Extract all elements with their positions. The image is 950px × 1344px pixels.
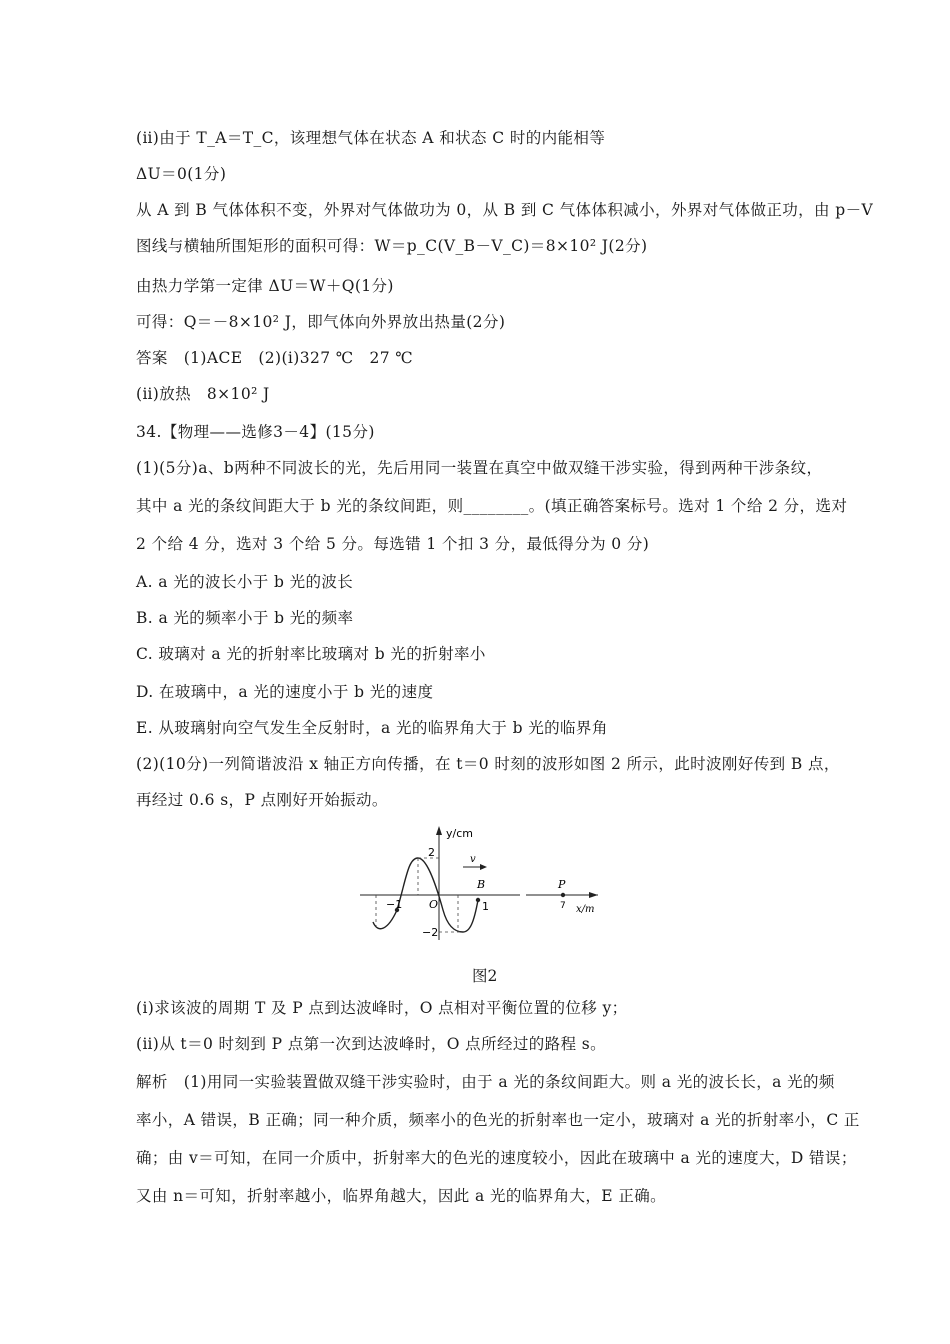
x-axis-arrow xyxy=(589,892,598,898)
text-line: (1)(5分)a、b两种不同波长的光，先后用同一装置在真空中做双缝干涉实验，得到两种干涉条纹， xyxy=(136,459,823,477)
point-b xyxy=(476,898,480,902)
text-line: 率小，A 错误，B 正确；同一种介质，频率小的色光的折射率也一定小，玻璃对 a 光的折射率小，C 正 xyxy=(136,1111,860,1129)
text-line: ΔU＝0(1分) xyxy=(136,165,227,183)
text-line: (2)(10分)一列简谐波沿 x 轴正方向传播，在 t＝0 时刻的波形如图 2 所示，此时波刚好传到 B 点， xyxy=(136,755,840,773)
origin-label: O xyxy=(429,898,439,911)
text-line: 再经过 0.6 s，P 点刚好开始振动。 xyxy=(136,791,388,809)
wave-figure xyxy=(360,822,610,947)
option-e: E. 从玻璃射向空气发生全反射时，a 光的临界角大于 b 光的临界角 xyxy=(136,719,608,737)
text-line: 2 个给 4 分，选对 3 个给 5 分。每选错 1 个扣 3 分，最低得分为 0 分) xyxy=(136,535,650,553)
text-line: 可得：Q＝－8×10² J，即气体向外界放出热量(2分) xyxy=(136,313,506,331)
x-tick-negative: −1 xyxy=(386,898,403,911)
option-c: C. 玻璃对 a 光的折射率比玻璃对 b 光的折射率小 xyxy=(136,645,486,663)
y-tick-negative: −2 xyxy=(422,926,439,939)
text-line: 确；由 v＝可知，在同一介质中，折射率大的色光的速度较小，因此在玻璃中 a 光的速度大，D 错误； xyxy=(136,1149,857,1167)
point-p-tick: 7 xyxy=(560,901,566,911)
text-line: (ⅱ)从 t＝0 时刻到 P 点第一次到达波峰时，O 点所经过的路程 s。 xyxy=(136,1035,607,1053)
option-a: A. a 光的波长小于 b 光的波长 xyxy=(136,573,354,591)
text-line: 由热力学第一定律 ΔU＝W＋Q(1分) xyxy=(136,277,394,295)
figure-caption: 图2 xyxy=(472,967,498,985)
text-line: (ⅱ)放热 8×10² J xyxy=(136,385,270,403)
option-d: D. 在玻璃中，a 光的速度小于 b 光的速度 xyxy=(136,683,434,701)
text-line: (ⅱ)由于 T_A＝T_C，该理想气体在状态 A 和状态 C 时的内能相等 xyxy=(136,129,606,147)
section-heading: 34.【物理——选修3－4】(15分) xyxy=(136,423,375,441)
text-line: 其中 a 光的条纹间距大于 b 光的条纹间距，则________。(填正确答案标号。选对 1 个给 2 分，选对 xyxy=(136,497,848,515)
text-line: 图线与横轴所围矩形的面积可得：W＝p_C(V_B－V_C)＝8×10² J(2分) xyxy=(136,237,648,255)
text-line: (ⅰ)求该波的周期 T 及 P 点到达波峰时，O 点相对平衡位置的位移 y； xyxy=(136,999,628,1017)
point-p xyxy=(561,893,565,897)
x-tick-positive: 1 xyxy=(482,900,489,913)
y-axis-label: y/cm xyxy=(446,827,473,840)
point-b-label: B xyxy=(477,878,486,891)
y-tick-positive: 2 xyxy=(428,846,435,859)
point-p-label: P xyxy=(558,878,566,891)
x-axis-label: x/m xyxy=(576,904,595,915)
text-line: 解析 (1)用同一实验装置做双缝干涉实验时，由于 a 光的条纹间距大。则 a 光的波长长，a 光的频 xyxy=(136,1073,835,1091)
text-line: 答案 (1)ACE (2)(ⅰ)327 ℃ 27 ℃ xyxy=(136,349,414,367)
text-line: 从 A 到 B 气体体积不变，外界对气体做功为 0，从 B 到 C 气体体积减小，外界对气体做正功，由 p－V xyxy=(136,201,874,219)
y-axis-arrow xyxy=(436,826,442,835)
velocity-arrowhead xyxy=(480,864,487,870)
option-b: B. a 光的频率小于 b 光的频率 xyxy=(136,609,354,627)
text-line: 又由 n＝可知，折射率越小，临界角越大，因此 a 光的临界角大，E 正确。 xyxy=(136,1187,667,1205)
velocity-label: v xyxy=(470,854,476,865)
